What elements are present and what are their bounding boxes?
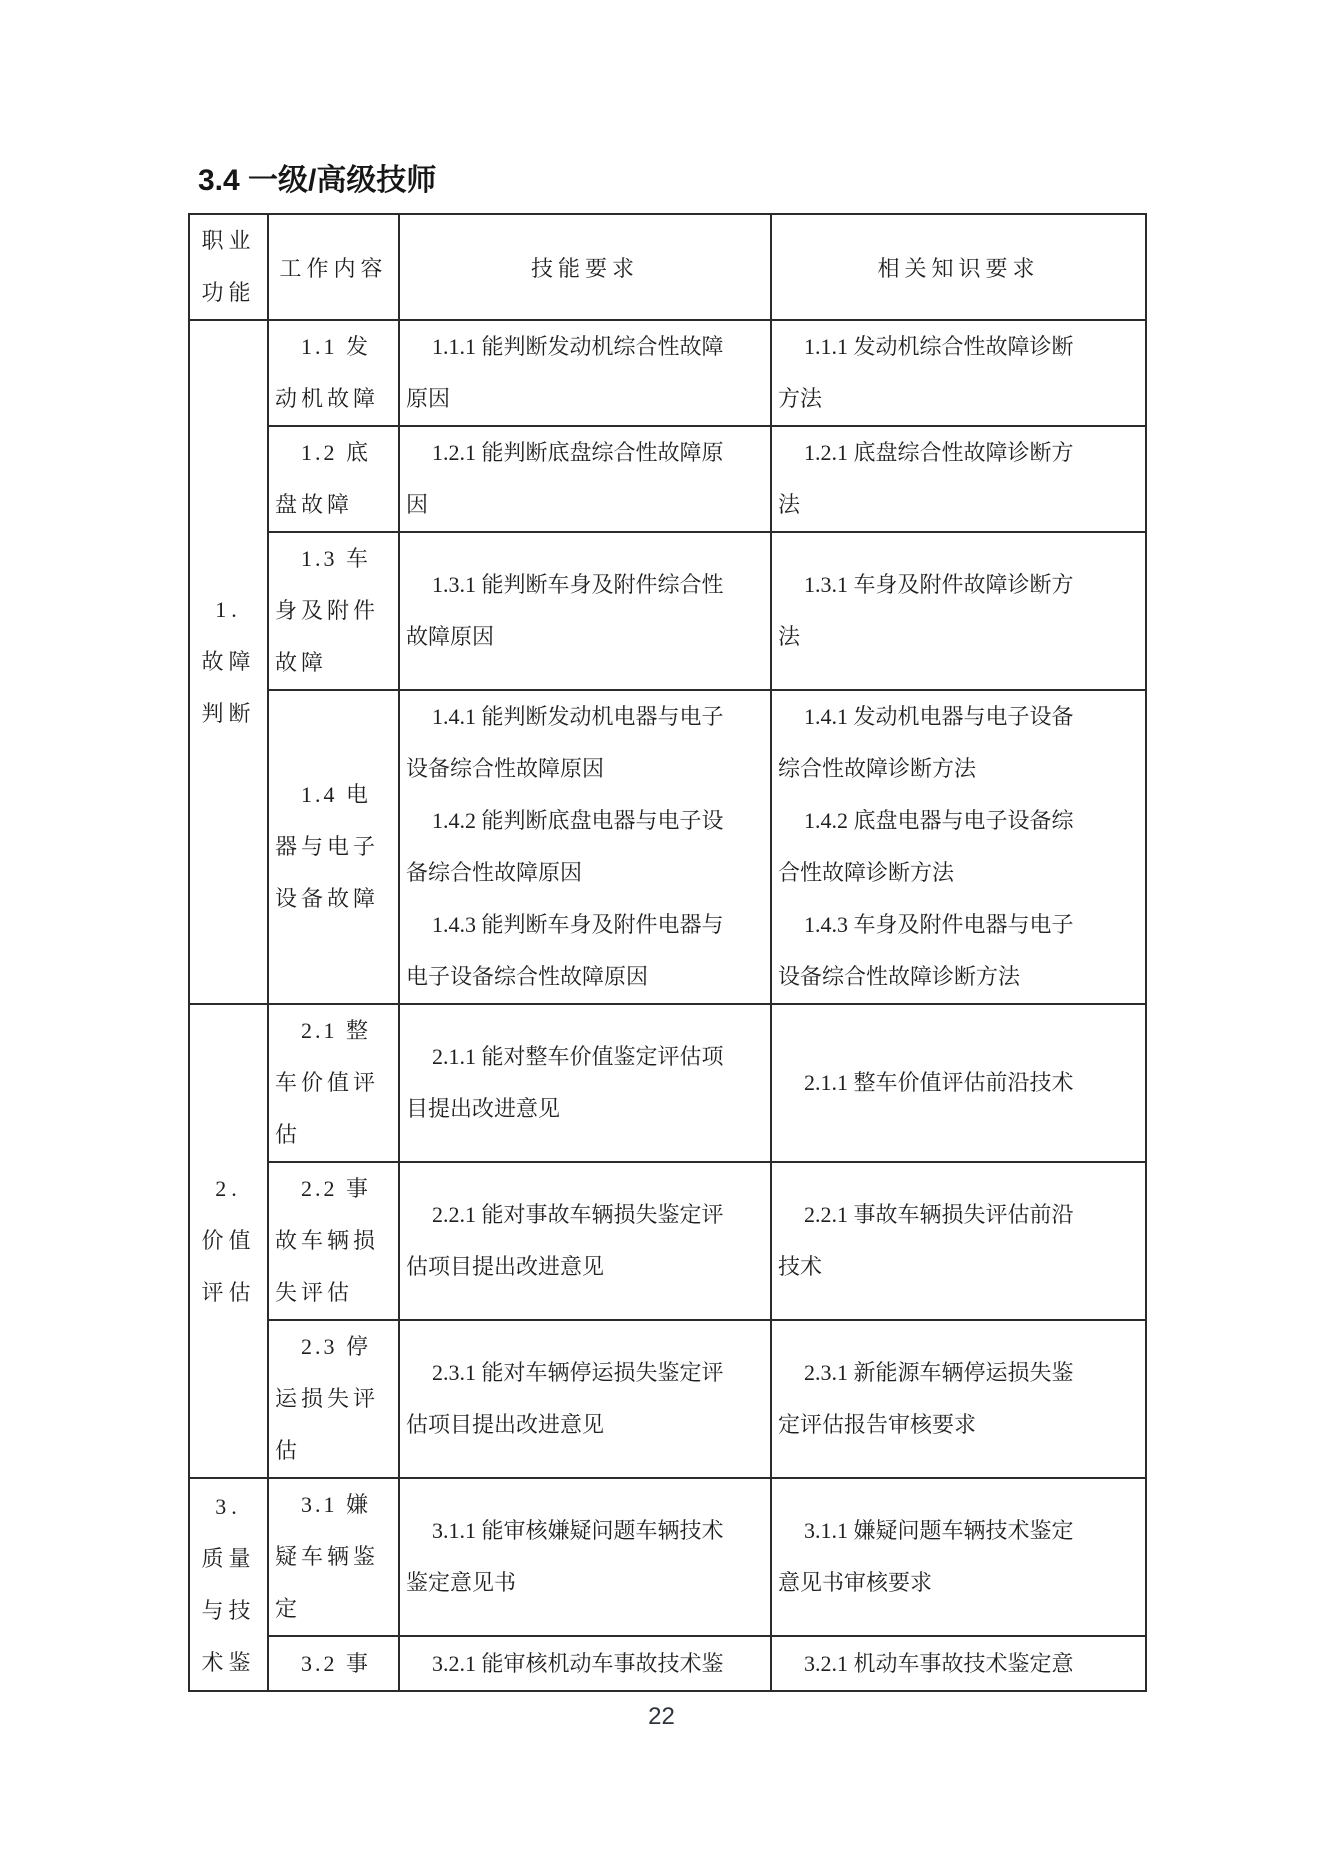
table-row-1-4 [189, 690, 1146, 1004]
skill-cell-1-3: 1.3.1 能判断车身及附件综合性 故障原因 [399, 532, 771, 690]
function-cell-fault-diagnosis: 1. 故障 判断 [189, 320, 268, 1004]
knowledge-cell-2-1: 2.1.1 整车价值评估前沿技术 [771, 1004, 1146, 1162]
header-knowledge-requirements: 相关知识要求 [771, 214, 1146, 320]
table-row-2-1 [189, 1004, 1146, 1162]
table-row-1-1 [189, 320, 1146, 426]
table-row-1-2 [189, 426, 1146, 532]
skill-cell-1-2: 1.2.1 能判断底盘综合性故障原 因 [399, 426, 771, 532]
knowledge-cell-2-2: 2.2.1 事故车辆损失评估前沿 技术 [771, 1162, 1146, 1320]
skill-cell-2-3: 2.3.1 能对车辆停运损失鉴定评 估项目提出改进意见 [399, 1320, 771, 1478]
skill-cell-3-1: 3.1.1 能审核嫌疑问题车辆技术 鉴定意见书 [399, 1478, 771, 1636]
knowledge-cell-2-3: 2.3.1 新能源车辆停运损失鉴 定评估报告审核要求 [771, 1320, 1146, 1478]
header-skill-requirements: 技能要求 [399, 214, 771, 320]
knowledge-cell-1-3: 1.3.1 车身及附件故障诊断方 法 [771, 532, 1146, 690]
knowledge-cell-3-1: 3.1.1 嫌疑问题车辆技术鉴定 意见书审核要求 [771, 1478, 1146, 1636]
work-cell-1-4: 1.4 电 器与电子 设备故障 [268, 690, 399, 1004]
header-work-content: 工作内容 [268, 214, 399, 320]
table-row-3-2 [189, 1636, 1146, 1691]
table-row-2-2 [189, 1162, 1146, 1320]
work-cell-1-1: 1.1 发 动机故障 [268, 320, 399, 426]
knowledge-cell-1-4: 1.4.1 发动机电器与电子设备 综合性故障诊断方法 1.4.2 底盘电器与电子设备综 合性故障诊断方法 1.4.3 车身及附件电器与电子 设备综合性故障诊断方法 [771, 690, 1146, 1004]
table-header-row [189, 214, 1146, 320]
skill-cell-3-2: 3.2.1 能审核机动车事故技术鉴 [399, 1636, 771, 1691]
work-cell-2-1: 2.1 整 车价值评 估 [268, 1004, 399, 1162]
work-cell-1-2: 1.2 底 盘故障 [268, 426, 399, 532]
function-cell-quality-appraisal: 3. 质量 与技 术鉴 [189, 1478, 268, 1691]
skill-cell-2-1: 2.1.1 能对整车价值鉴定评估项 目提出改进意见 [399, 1004, 771, 1162]
table-row-3-1 [189, 1478, 1146, 1636]
table-row-1-3 [189, 532, 1146, 690]
section-heading: 3.4 一级/高级技师 [198, 164, 437, 197]
work-cell-2-3: 2.3 停 运损失评 估 [268, 1320, 399, 1478]
skill-cell-2-2: 2.2.1 能对事故车辆损失鉴定评 估项目提出改进意见 [399, 1162, 771, 1320]
work-cell-1-3: 1.3 车 身及附件 故障 [268, 532, 399, 690]
knowledge-cell-3-2: 3.2.1 机动车事故技术鉴定意 [771, 1636, 1146, 1691]
skill-cell-1-4: 1.4.1 能判断发动机电器与电子 设备综合性故障原因 1.4.2 能判断底盘电器与电子设 备综合性故障原因 1.4.3 能判断车身及附件电器与 电子设备综合性故障原因 [399, 690, 771, 1004]
work-cell-3-1: 3.1 嫌 疑车辆鉴 定 [268, 1478, 399, 1636]
header-occupational-function: 职业 功能 [189, 214, 268, 320]
skill-standard-table [188, 213, 1147, 1692]
table-row-2-3 [189, 1320, 1146, 1478]
knowledge-cell-1-1: 1.1.1 发动机综合性故障诊断 方法 [771, 320, 1146, 426]
work-cell-3-2: 3.2 事 [268, 1636, 399, 1691]
work-cell-2-2: 2.2 事 故车辆损 失评估 [268, 1162, 399, 1320]
knowledge-cell-1-2: 1.2.1 底盘综合性故障诊断方 法 [771, 426, 1146, 532]
skill-cell-1-1: 1.1.1 能判断发动机综合性故障 原因 [399, 320, 771, 426]
function-cell-value-assessment: 2. 价值 评估 [189, 1004, 268, 1478]
page-number: 22 [648, 1703, 675, 1730]
